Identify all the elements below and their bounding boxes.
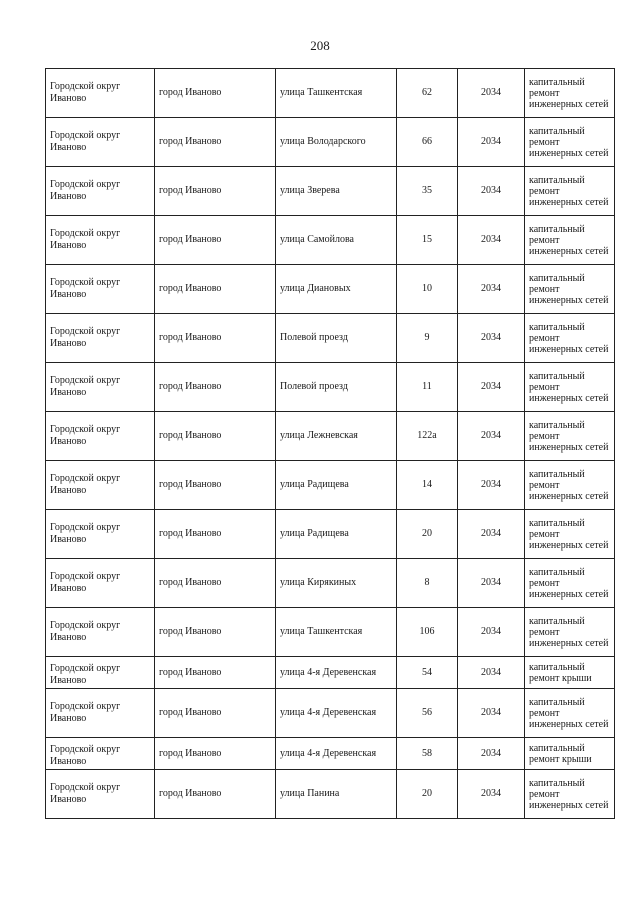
street-cell: улица Кирякиных (276, 559, 397, 608)
street-cell: Полевой проезд (276, 314, 397, 363)
municipality-cell: Городской округ Иваново (46, 510, 155, 559)
house-number-cell: 11 (397, 363, 458, 412)
year-cell: 2034 (458, 412, 525, 461)
settlement-cell: город Иваново (155, 363, 276, 412)
table-row (46, 412, 615, 461)
table-row (46, 559, 615, 608)
table-row (46, 510, 615, 559)
street-cell: улица 4-я Деревенская (276, 738, 397, 770)
table-row (46, 608, 615, 657)
work-type-cell: капитальный ремонт инженерных сетей (525, 167, 615, 216)
street-cell: Полевой проезд (276, 363, 397, 412)
municipality-cell: Городской округ Иваново (46, 167, 155, 216)
house-number-cell: 10 (397, 265, 458, 314)
house-number-cell: 15 (397, 216, 458, 265)
street-cell: улица Диановых (276, 265, 397, 314)
year-cell: 2034 (458, 608, 525, 657)
house-number-cell: 20 (397, 770, 458, 819)
work-type-cell: капитальный ремонт инженерных сетей (525, 559, 615, 608)
house-number-cell: 8 (397, 559, 458, 608)
settlement-cell: город Иваново (155, 608, 276, 657)
municipality-cell: Городской округ Иваново (46, 412, 155, 461)
table-row (46, 314, 615, 363)
year-cell: 2034 (458, 69, 525, 118)
house-number-cell: 106 (397, 608, 458, 657)
house-number-cell: 20 (397, 510, 458, 559)
table-row (46, 118, 615, 167)
settlement-cell: город Иваново (155, 510, 276, 559)
year-cell: 2034 (458, 770, 525, 819)
municipality-cell: Городской округ Иваново (46, 689, 155, 738)
street-cell: улица Радищева (276, 461, 397, 510)
work-type-cell: капитальный ремонт крыши (525, 738, 615, 770)
work-type-cell: капитальный ремонт инженерных сетей (525, 216, 615, 265)
table-body (46, 69, 615, 819)
house-number-cell: 56 (397, 689, 458, 738)
work-type-cell: капитальный ремонт инженерных сетей (525, 461, 615, 510)
house-number-cell: 122а (397, 412, 458, 461)
year-cell: 2034 (458, 738, 525, 770)
repair-schedule-table (45, 68, 615, 819)
settlement-cell: город Иваново (155, 738, 276, 770)
work-type-cell: капитальный ремонт инженерных сетей (525, 314, 615, 363)
municipality-cell: Городской округ Иваново (46, 314, 155, 363)
table-row (46, 738, 615, 770)
house-number-cell: 66 (397, 118, 458, 167)
settlement-cell: город Иваново (155, 314, 276, 363)
municipality-cell: Городской округ Иваново (46, 738, 155, 770)
year-cell: 2034 (458, 657, 525, 689)
house-number-cell: 62 (397, 69, 458, 118)
settlement-cell: город Иваново (155, 118, 276, 167)
house-number-cell: 54 (397, 657, 458, 689)
table-row (46, 265, 615, 314)
work-type-cell: капитальный ремонт инженерных сетей (525, 689, 615, 738)
street-cell: улица Ташкентская (276, 608, 397, 657)
municipality-cell: Городской округ Иваново (46, 216, 155, 265)
house-number-cell: 14 (397, 461, 458, 510)
year-cell: 2034 (458, 118, 525, 167)
year-cell: 2034 (458, 559, 525, 608)
municipality-cell: Городской округ Иваново (46, 69, 155, 118)
settlement-cell: город Иваново (155, 412, 276, 461)
work-type-cell: капитальный ремонт инженерных сетей (525, 412, 615, 461)
municipality-cell: Городской округ Иваново (46, 363, 155, 412)
table-row (46, 657, 615, 689)
municipality-cell: Городской округ Иваново (46, 770, 155, 819)
work-type-cell: капитальный ремонт инженерных сетей (525, 363, 615, 412)
street-cell: улица Зверева (276, 167, 397, 216)
table-row (46, 167, 615, 216)
year-cell: 2034 (458, 689, 525, 738)
street-cell: улица Лежневская (276, 412, 397, 461)
municipality-cell: Городской округ Иваново (46, 461, 155, 510)
table-row (46, 69, 615, 118)
work-type-cell: капитальный ремонт инженерных сетей (525, 608, 615, 657)
work-type-cell: капитальный ремонт инженерных сетей (525, 265, 615, 314)
settlement-cell: город Иваново (155, 167, 276, 216)
year-cell: 2034 (458, 510, 525, 559)
municipality-cell: Городской округ Иваново (46, 265, 155, 314)
settlement-cell: город Иваново (155, 657, 276, 689)
street-cell: улица 4-я Деревенская (276, 657, 397, 689)
settlement-cell: город Иваново (155, 69, 276, 118)
settlement-cell: город Иваново (155, 559, 276, 608)
municipality-cell: Городской округ Иваново (46, 118, 155, 167)
house-number-cell: 58 (397, 738, 458, 770)
work-type-cell: капитальный ремонт инженерных сетей (525, 770, 615, 819)
year-cell: 2034 (458, 314, 525, 363)
work-type-cell: капитальный ремонт инженерных сетей (525, 69, 615, 118)
street-cell: улица 4-я Деревенская (276, 689, 397, 738)
page-number: 208 (310, 38, 330, 53)
settlement-cell: город Иваново (155, 216, 276, 265)
work-type-cell: капитальный ремонт инженерных сетей (525, 510, 615, 559)
municipality-cell: Городской округ Иваново (46, 559, 155, 608)
work-type-cell: капитальный ремонт инженерных сетей (525, 118, 615, 167)
year-cell: 2034 (458, 167, 525, 216)
year-cell: 2034 (458, 461, 525, 510)
street-cell: улица Володарского (276, 118, 397, 167)
settlement-cell: город Иваново (155, 770, 276, 819)
street-cell: улица Панина (276, 770, 397, 819)
settlement-cell: город Иваново (155, 689, 276, 738)
municipality-cell: Городской округ Иваново (46, 657, 155, 689)
table-row (46, 689, 615, 738)
work-type-cell: капитальный ремонт крыши (525, 657, 615, 689)
table-row (46, 216, 615, 265)
year-cell: 2034 (458, 265, 525, 314)
municipality-cell: Городской округ Иваново (46, 608, 155, 657)
street-cell: улица Ташкентская (276, 69, 397, 118)
table-row (46, 770, 615, 819)
house-number-cell: 35 (397, 167, 458, 216)
settlement-cell: город Иваново (155, 461, 276, 510)
table-row (46, 363, 615, 412)
house-number-cell: 9 (397, 314, 458, 363)
year-cell: 2034 (458, 216, 525, 265)
year-cell: 2034 (458, 363, 525, 412)
street-cell: улица Радищева (276, 510, 397, 559)
street-cell: улица Самойлова (276, 216, 397, 265)
table-row (46, 461, 615, 510)
settlement-cell: город Иваново (155, 265, 276, 314)
